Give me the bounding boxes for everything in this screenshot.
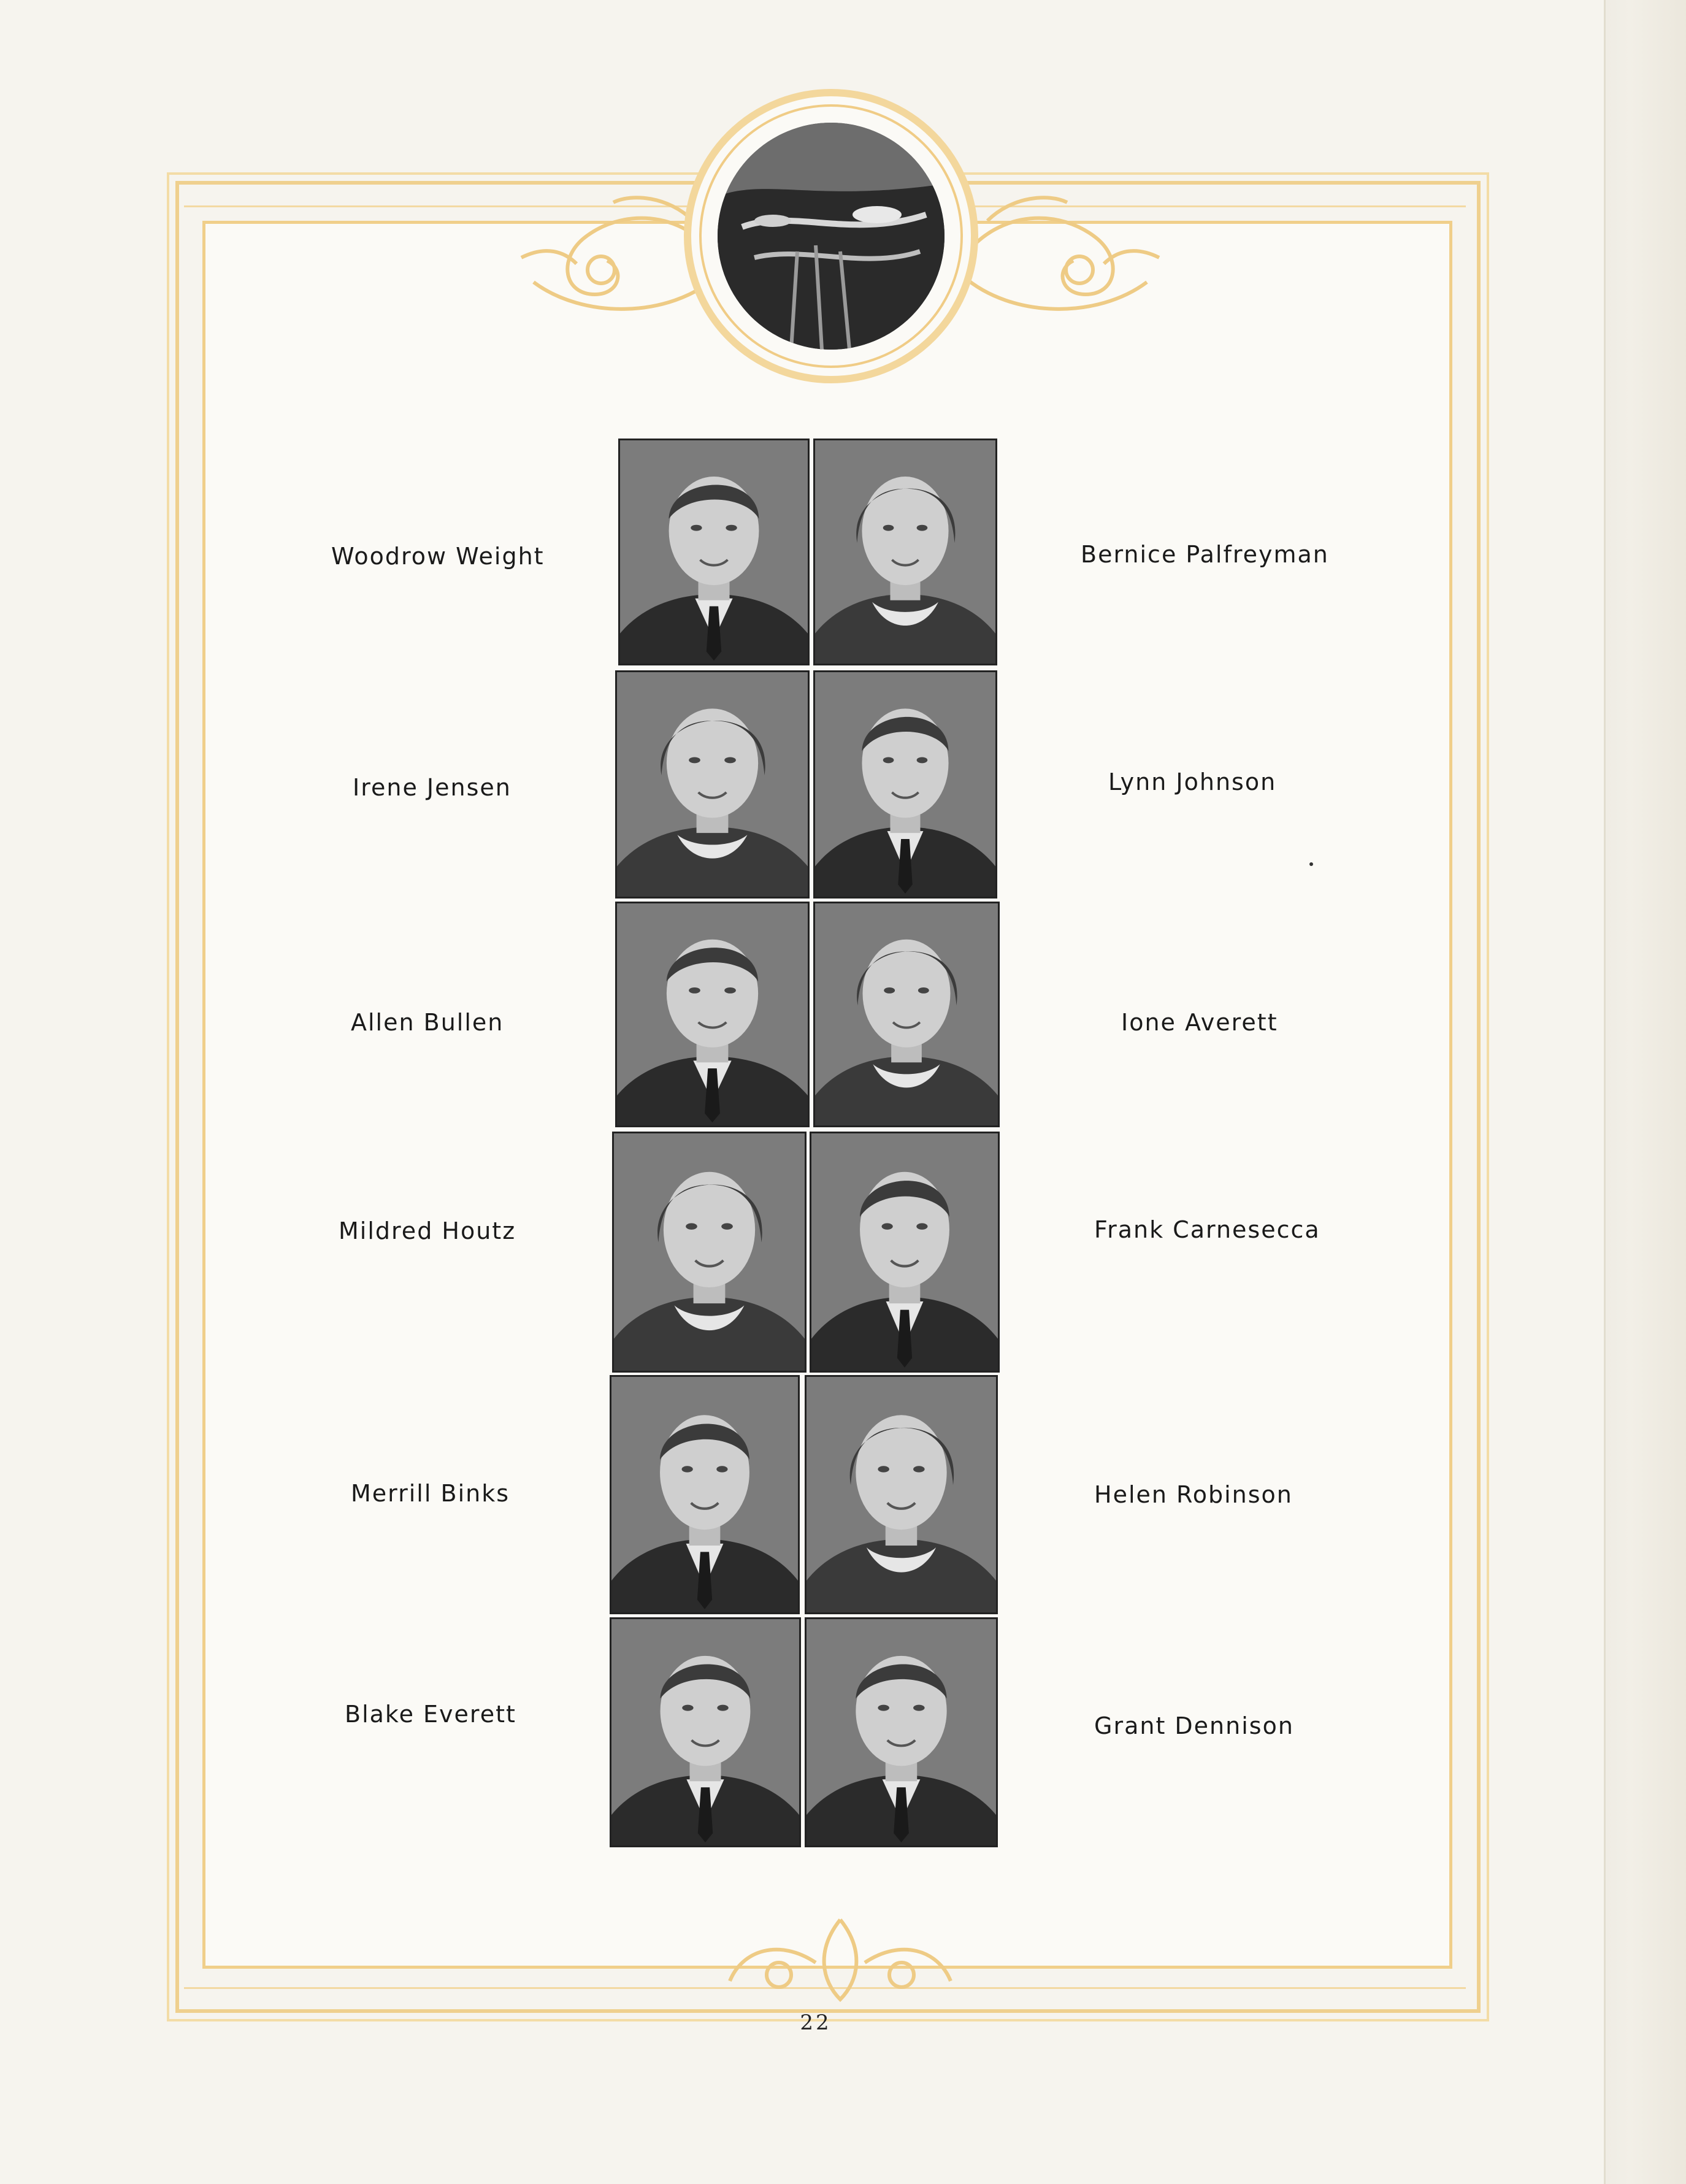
student-portrait-left-1: [618, 439, 810, 665]
student-portrait-left-3: [615, 902, 810, 1127]
student-name-bernice-palfreyman: Bernice Palfreyman: [1081, 541, 1329, 568]
student-name-merrill-binks: Merrill Binks: [351, 1480, 510, 1507]
student-portrait-left-2: [615, 670, 810, 899]
margin-speck: [1309, 862, 1313, 866]
student-portrait-right-3: [813, 902, 1000, 1127]
student-portrait-right-4: [810, 1132, 1000, 1373]
student-portrait-right-2: [813, 670, 997, 899]
student-portrait-left-4: [612, 1132, 807, 1373]
student-name-irene-jensen: Irene Jensen: [353, 774, 512, 801]
student-portrait-left-6: [610, 1617, 801, 1847]
student-portrait-right-5: [805, 1375, 998, 1614]
student-portrait-right-6: [805, 1617, 998, 1847]
waterfall-photo: [718, 123, 945, 350]
student-name-blake-everett: Blake Everett: [345, 1701, 516, 1728]
student-portrait-right-1: [813, 439, 997, 665]
student-name-woodrow-weight: Woodrow Weight: [331, 543, 545, 570]
student-name-frank-carnesecca: Frank Carnesecca: [1094, 1216, 1320, 1243]
student-name-allen-bullen: Allen Bullen: [351, 1009, 504, 1036]
student-name-lynn-johnson: Lynn Johnson: [1108, 768, 1277, 795]
student-name-mildred-houtz: Mildred Houtz: [339, 1217, 516, 1244]
page-edge: [1604, 0, 1686, 2184]
scroll-ornament-right-icon: [951, 184, 1171, 319]
page-number: 22: [800, 2010, 832, 2035]
student-name-ione-averett: Ione Averett: [1121, 1009, 1278, 1036]
student-name-helen-robinson: Helen Robinson: [1094, 1481, 1293, 1508]
bottom-ornament-icon: [705, 1914, 975, 2006]
student-portrait-left-5: [610, 1375, 800, 1614]
student-name-grant-dennison: Grant Dennison: [1094, 1712, 1294, 1739]
